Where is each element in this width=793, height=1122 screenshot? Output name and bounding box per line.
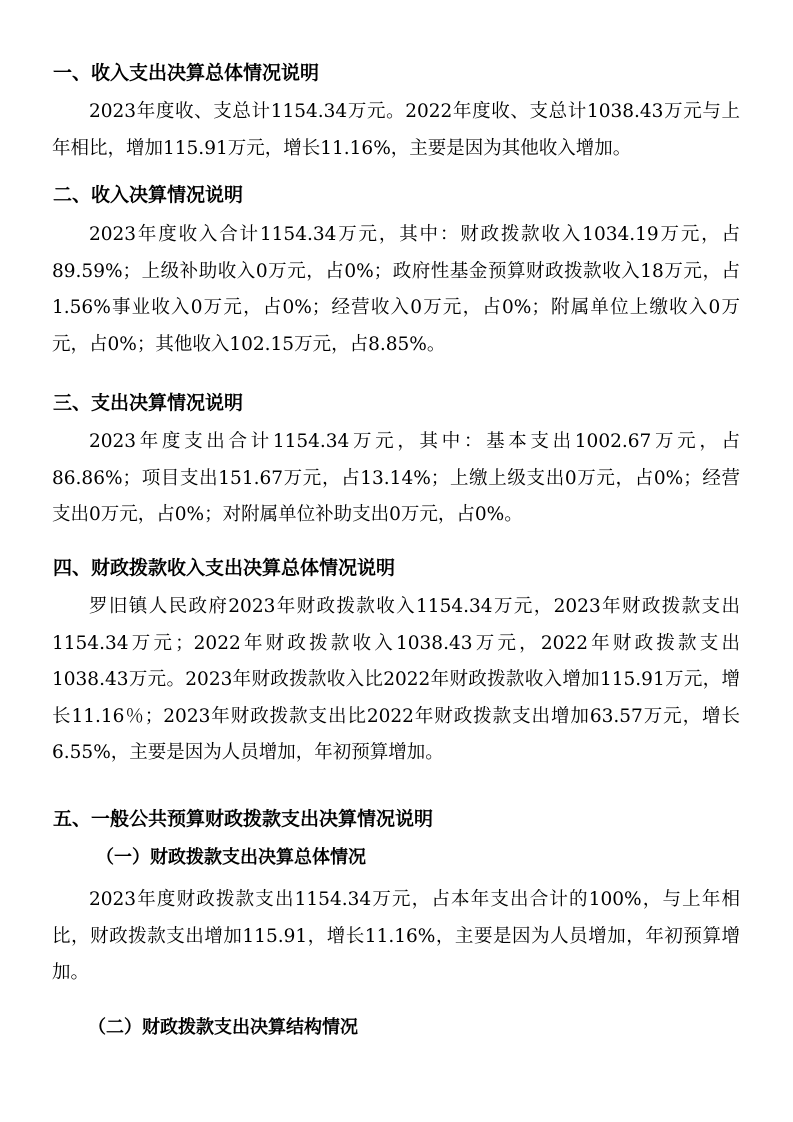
section-2-paragraph: 2023年度收入合计1154.34万元，其中：财政拨款收入1034.19万元，占89.59%；上级补助收入0万元，占0%；政府性基金预算财政拨款收入18万元，占1.56%事业收入0万元，占0%；经营收入0万元，占0%；附属单位上缴收入0万元，占0%；其他收入102.15万元，占8.85%。: [52, 224, 740, 355]
section-3-heading: 三、支出决算情况说明: [53, 392, 244, 414]
section-1-paragraph: 2023年度收、支总计1154.34万元。2022年度收、支总计1038.43万元与上年相比，增加115.91万元，增长11.16%，主要是因为其他收入增加。: [52, 101, 740, 159]
subsection-1-paragraph: 2023年度财政拨款支出1154.34万元，占本年支出合计的100%，与上年相比，财政拨款支出增加115.91，增长11.16%，主要是因为人员增加，年初预算增加。: [52, 889, 740, 983]
section-2-heading: 二、收入决算情况说明: [53, 184, 244, 206]
section-4-heading: 四、财政拨款收入支出决算总体情况说明: [53, 557, 396, 579]
section-3-paragraph: 2023年度支出合计1154.34万元，其中：基本支出1002.67万元，占86.86%；项目支出151.67万元，占13.14%；上缴上级支出0万元，占0%；经营支出0万元，占0%；对附属单位补助支出0万元，占0%。: [52, 431, 740, 525]
section-1-heading: 一、收入支出决算总体情况说明: [53, 62, 320, 84]
subsection-1-heading: （一）财政拨款支出决算总体情况: [96, 847, 366, 868]
subsection-2-heading: （二）财政拨款支出决算结构情况: [88, 1017, 358, 1038]
section-4-paragraph: 罗旧镇人民政府2023年财政拨款收入1154.34万元，2023年财政拨款支出1154.34万元；2022年财政拨款收入1038.43万元，2022年财政拨款支出1038.43万元。2023年财政拨款收入比2022年财政拨款收入增加115.91万元，增长11.16％；2023年财政拨款支出比2022年财政拨款支出增加63.57万元，增长6.55%，主要是因为人员增加，年初预算增加。: [52, 596, 740, 763]
section-5-heading: 五、一般公共预算财政拨款支出决算情况说明: [53, 808, 434, 830]
